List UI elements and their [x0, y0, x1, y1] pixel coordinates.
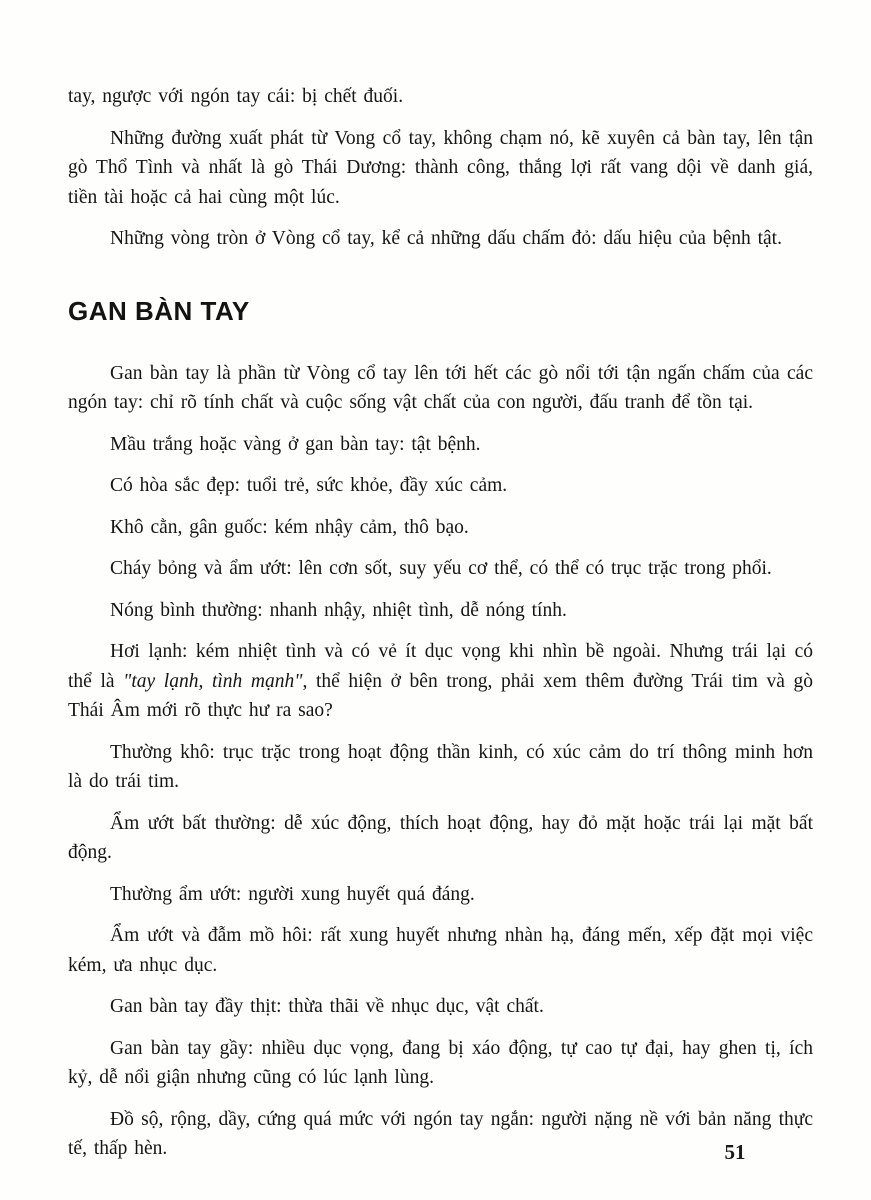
- paragraph-run: tay, ngược với ngón tay cái: bị chết đuối.: [68, 86, 404, 107]
- paragraph: [68, 124, 813, 213]
- page-number: 51: [724, 1140, 746, 1164]
- paragraph-run: Ẩm ướt và đẫm mồ hôi: rất xung huyết nhưng nhàn hạ, đáng mến, xếp đặt mọi việc kém, ưa nhục dục.: [68, 925, 813, 976]
- page-content: [68, 82, 813, 1176]
- paragraph-run: Gan bàn tay đầy thịt: thừa thãi về nhục dục, vật chất.: [110, 996, 544, 1017]
- paragraph: [68, 554, 813, 584]
- paragraph-run: , thể hiện ở bên trong, phải xem thêm đường Trái tim và gò Thái Âm mới rõ thực hư ra sao?: [68, 670, 813, 721]
- paragraph: [68, 1034, 813, 1093]
- section-heading: GAN BÀN TAY: [68, 295, 250, 326]
- paragraph-run: Nóng bình thường: nhanh nhậy, nhiệt tình, dễ nóng tính.: [110, 599, 567, 621]
- paragraph-run: Thường ẩm ướt: người xung huyết quá đáng.: [110, 883, 475, 905]
- text-block-before-heading: [68, 82, 813, 254]
- paragraph-run: Mầu trắng hoặc vàng ở gan bàn tay: tật bệnh.: [110, 433, 481, 455]
- paragraph: [68, 596, 813, 626]
- paragraph-run: Đồ sộ, rộng, dầy, cứng quá mức với ngón tay ngắn: người nặng nề với bản năng thực tế, thấp hèn.: [68, 1108, 813, 1159]
- paragraph-run: Gan bàn tay là phần từ Vòng cổ tay lên tới hết các gò nổi tới tận ngấn chấm của các ngón tay: chỉ rõ tính chất và cuộc sống vật chất của con người, đấu tranh để tồn tại.: [68, 362, 813, 413]
- paragraph-run: Có hòa sắc đẹp: tuổi trẻ, sức khỏe, đầy xúc cảm.: [110, 475, 508, 496]
- paragraph: [68, 809, 813, 868]
- paragraph: [68, 637, 813, 726]
- paragraph-run: Ẩm ướt bất thường: dễ xúc động, thích hoạt động, hay đỏ mặt hoặc trái lại mặt bất động.: [68, 812, 813, 863]
- paragraph: [68, 992, 813, 1022]
- paragraph: [68, 224, 813, 254]
- paragraph: [68, 82, 813, 112]
- paragraph: [68, 921, 813, 980]
- paragraph: [68, 513, 813, 543]
- paragraph: [68, 359, 813, 418]
- paragraph: [68, 738, 813, 797]
- paragraph-run: Hơi lạnh: kém nhiệt tình và có vẻ ít dục vọng khi nhìn bề ngoài. Nhưng trái lại có thể là: [68, 641, 813, 692]
- paragraph-run: Khô cằn, gân guốc: kém nhậy cảm, thô bạo.: [110, 516, 469, 538]
- paragraph-run: Những đường xuất phát từ Vong cổ tay, không chạm nó, kẽ xuyên cả bàn tay, lên tận gò Thổ Tình và nhất là gò Thái Dương: thành công, thắng lợi rất vang dội về danh giá, tiền tài hoặc cả hai cùng một lúc.: [68, 127, 813, 208]
- paragraph-run: Những vòng tròn ở Vòng cổ tay, kể cả những dấu chấm đỏ: dấu hiệu của bệnh tật.: [110, 228, 782, 249]
- text-block-after-heading: [68, 359, 813, 1164]
- paragraph-run: Gan bàn tay gầy: nhiều dục vọng, đang bị xáo động, tự cao tự đại, hay ghen tị, ích kỷ, dễ nổi giận nhưng cũng có lúc lạnh lùng.: [68, 1037, 813, 1088]
- paragraph-run-italic: "tay lạnh, tình mạnh": [123, 670, 303, 692]
- paragraph: [68, 880, 813, 910]
- paragraph-run: Thường khô: trục trặc trong hoạt động thần kinh, có xúc cảm do trí thông minh hơn là do trái tim.: [68, 741, 813, 792]
- paragraph: [68, 471, 813, 501]
- paragraph-run: Cháy bỏng và ẩm ướt: lên cơn sốt, suy yếu cơ thể, có thể có trục trặc trong phổi.: [110, 558, 772, 579]
- paragraph: [68, 430, 813, 460]
